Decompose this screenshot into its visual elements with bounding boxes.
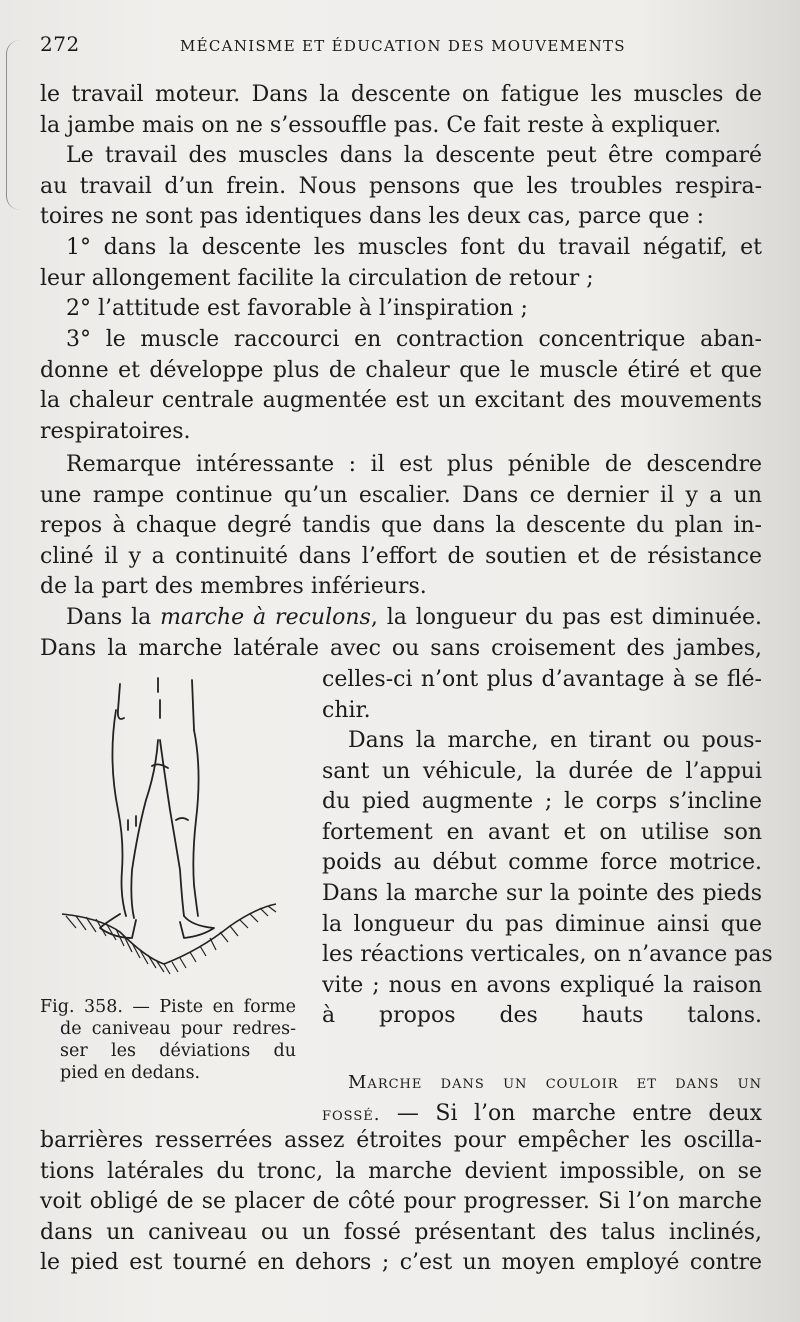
- text-line: tions latérales du tronc, la marche devient impossible, on se: [40, 1158, 762, 1184]
- text-line: donne et développe plus de chaleur que le muscle étiré et que: [40, 357, 762, 383]
- text-line: une rampe continue qu’un escalier. Dans ce dernier il y a un: [40, 482, 762, 508]
- italic-term: marche à reculons: [160, 605, 371, 630]
- section-heading-end: fossé.: [322, 1103, 381, 1125]
- text-line: la chaleur centrale augmentée est un excitant des mouvements: [40, 388, 762, 414]
- text-line: 2° l’attitude est favorable à l’inspiration ;: [66, 296, 528, 321]
- caption-line: ser les déviations du: [60, 1041, 296, 1061]
- text-line: à propos des hauts talons.: [322, 1003, 762, 1029]
- text-line: 3° le muscle raccourci en contraction concentrique aban-: [66, 327, 762, 352]
- text-line: barrières resserrées assez étroites pour empêcher les oscilla-: [40, 1128, 762, 1153]
- text-line: voit obligé de se placer de côté pour progresser. Si l’on marche: [40, 1189, 762, 1215]
- section-heading-block: [322, 1068, 762, 1130]
- text-line: le travail moteur. Dans la descente on fatigue les muscles de: [40, 82, 762, 107]
- text-line: le pied est tourné en dehors ; c’est un moyen employé contre: [40, 1250, 762, 1276]
- paragraph-6: [40, 450, 762, 603]
- text-line: dans un caniveau ou un fossé présentant des talus inclinés,: [40, 1219, 762, 1245]
- text-line: leur allongement facilite la circulation de retour ;: [40, 265, 594, 291]
- text-run: Dans la: [66, 605, 161, 630]
- text-line: 1° dans la descente les muscles font du travail négatif, et: [66, 235, 762, 260]
- text-line: la longueur du pas diminue ainsi que: [322, 911, 762, 937]
- text-line: respiratoires.: [40, 418, 191, 444]
- text-line: Remarque intéressante : il est plus pénible de descendre: [66, 452, 762, 477]
- page-number: 272: [40, 32, 80, 56]
- text-line: repos à chaque degré tandis que dans la descente du plan in-: [40, 513, 762, 539]
- caption-line: de caniveau pour redres-: [60, 1019, 296, 1039]
- text-line: Dans la marche latérale avec ou sans croisement des jambes,: [40, 635, 762, 661]
- paragraph-8: [322, 726, 773, 1032]
- paragraph-7-wrap: [322, 665, 762, 726]
- paragraph-9: [40, 1126, 762, 1279]
- paragraph-4: [40, 294, 762, 325]
- paragraph-1: [40, 80, 762, 141]
- text-line: du pied augmente ; le corps s’incline: [322, 789, 762, 815]
- legs-on-gutter-illustration: [60, 670, 288, 990]
- text-line: fortement en avant et on utilise son: [322, 819, 762, 845]
- running-title: MÉCANISME ET ÉDUCATION DES MOUVEMENTS: [180, 37, 626, 55]
- text-run: — Si l’on marche entre deux: [380, 1100, 762, 1126]
- text-line: vite ; nous en avons expliqué la raison: [322, 972, 762, 998]
- paragraph-5: [40, 325, 762, 447]
- text-line: la jambe mais on ne s’essouffle pas. Ce fait reste à expliquer.: [40, 112, 722, 138]
- caption-line: Fig. 358. — Piste en forme: [40, 997, 296, 1017]
- text-line: cliné il y a continuité dans l’effort de soutien et de résistance: [40, 543, 762, 569]
- paragraph-2: [40, 141, 762, 233]
- text-line: au travail d’un frein. Nous pensons que les troubles respira-: [40, 173, 762, 199]
- figure-358: [60, 670, 288, 990]
- figure-caption: [40, 996, 296, 1084]
- caption-line: pied en dedans.: [60, 1063, 201, 1083]
- text-line: les réactions verticales, on n’avance pas: [322, 942, 773, 968]
- text-line: chir.: [322, 697, 371, 723]
- paragraph-7: [40, 603, 762, 664]
- binding-edge-mark: [6, 40, 21, 210]
- running-header: [40, 32, 762, 58]
- text-line: sant un véhicule, la durée de l’appui: [322, 758, 762, 784]
- text-line: [40, 603, 762, 634]
- text-line: Le travail des muscles dans la descente peut être comparé: [66, 143, 762, 168]
- text-line: Dans la marche sur la pointe des pieds: [322, 880, 762, 906]
- paragraph-3: [40, 233, 762, 294]
- text-line: de la part des membres inférieurs.: [40, 574, 427, 600]
- text-line: celles-ci n’ont plus d’avantage à se flé-: [322, 667, 762, 692]
- section-heading: Marche dans un couloir et dans un: [348, 1072, 762, 1093]
- text-run: , la longueur du pas est diminuée.: [370, 605, 762, 630]
- text-line: Dans la marche, en tirant ou pous-: [348, 728, 762, 753]
- text-line: poids au début comme force motrice.: [322, 850, 762, 876]
- text-line: toires ne sont pas identiques dans les deux cas, parce que :: [40, 204, 704, 230]
